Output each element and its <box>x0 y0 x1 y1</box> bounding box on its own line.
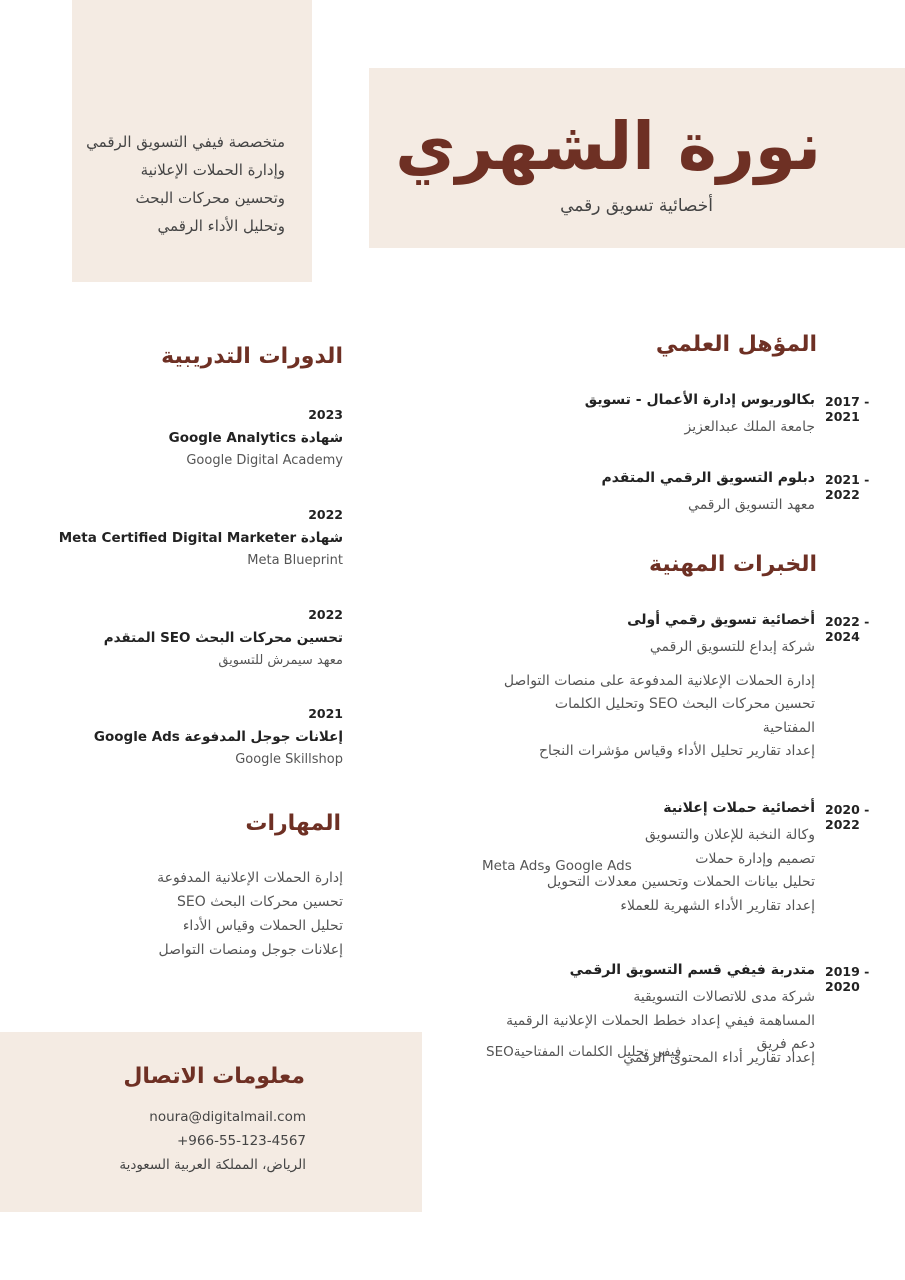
skill-item: إعلانات جوجل ومنصات التواصل <box>158 942 343 958</box>
experience-overlay-text: Meta Adsو Google Ads <box>482 858 632 874</box>
course-item <box>43 703 343 771</box>
experience-duty: إعداد تقارير تحليل الأداء وقياس مؤشرات النجاح <box>538 743 815 759</box>
education-degree: بكالوريوس إدارة الأعمال - تسويق <box>584 392 815 408</box>
experience-dates: 2020 - 2022 <box>825 802 870 832</box>
experience-overlay-text: SEOفيفي تحليل الكلمات المفتاحية <box>486 1044 682 1060</box>
education-dates: 2017 - 2021 <box>825 394 870 424</box>
experience-duty: المساهمة فيفي إعداد خطط الحملات الإعلانية الرقمية <box>506 1012 815 1029</box>
course-year: 2023 <box>308 407 343 422</box>
experience-role: أخصائية حملات إعلانية <box>663 800 815 816</box>
experience-role: أخصائية تسويق رقمي أولى <box>627 612 815 628</box>
skills-list <box>43 866 343 962</box>
experience-company: شركة مدى للاتصالات التسويقية <box>633 989 815 1005</box>
experience-item <box>365 612 870 764</box>
skill-item: تحسين محركات البحث SEO <box>177 894 343 910</box>
contact-details <box>119 1105 306 1177</box>
course-org: Google Digital Academy <box>186 453 343 468</box>
experience-duty: تحسين محركات البحث SEO وتحليل الكلمات <box>554 696 815 712</box>
summary-line: متخصصة فيفي التسويق الرقمي <box>86 133 285 151</box>
education-dates: 2021 - 2022 <box>825 472 870 502</box>
experience-duty: إعداد تقارير أداء المحتوى الرقمي <box>623 1049 815 1066</box>
education-school: معهد التسويق الرقمي <box>688 497 815 513</box>
experience-duty: إدارة الحملات الإعلانية المدفوعة على منصات التواصل <box>503 672 815 689</box>
experience-dates: 2022 - 2024 <box>825 614 870 644</box>
course-name: إعلانات جوجل المدفوعة Google Ads <box>93 729 343 745</box>
experience-duty: تصميم وإدارة حملات <box>695 850 815 867</box>
course-year: 2021 <box>308 706 343 721</box>
skill-item: تحليل الحملات وقياس الأداء <box>182 918 343 934</box>
education-item <box>365 470 870 518</box>
contact-heading: معلومات الاتصال <box>123 1064 305 1089</box>
experience-duty: دعم فريق <box>756 1036 815 1052</box>
course-org: Meta Blueprint <box>247 553 343 568</box>
course-name: شهادة Meta Certified Digital Marketer <box>58 530 343 546</box>
contact-phone: +966-55-123-4567 <box>177 1133 306 1149</box>
course-year: 2022 <box>308 607 343 622</box>
summary <box>65 128 285 240</box>
experience-company: شركة إبداع للتسويق الرقمي <box>649 639 815 655</box>
experience-duty: تحليل بيانات الحملات وتحسين معدلات التحويل <box>546 874 815 890</box>
course-org: Google Skillshop <box>235 752 343 767</box>
experience-duty: إعداد تقارير الأداء الشهرية للعملاء <box>620 897 815 914</box>
course-year: 2022 <box>308 507 343 522</box>
contact-email: noura@digitalmail.com <box>149 1109 306 1125</box>
education-item <box>365 392 870 440</box>
course-item <box>43 404 343 472</box>
education-heading: المؤهل العلمي <box>655 332 817 357</box>
experience-role: متدربة فيفي قسم التسويق الرقمي <box>569 962 815 978</box>
skills-heading: المهارات <box>245 811 341 836</box>
education-degree: دبلوم التسويق الرقمي المتقدم <box>601 470 815 486</box>
course-item <box>43 604 343 672</box>
summary-line: وإدارة الحملات الإعلانية <box>140 161 285 179</box>
courses-heading: الدورات التدريبية <box>161 344 343 369</box>
course-item <box>43 504 343 572</box>
summary-line: وتحسين محركات البحث <box>135 189 285 207</box>
summary-line: وتحليل الأداء الرقمي <box>157 217 285 235</box>
experience-heading: الخبرات المهنية <box>648 552 817 577</box>
job-title: أخصائية تسويق رقمي <box>560 196 713 216</box>
contact-location: الرياض، المملكة العربية السعودية <box>119 1157 306 1173</box>
skill-item: إدارة الحملات الإعلانية المدفوعة <box>157 870 343 886</box>
education-school: جامعة الملك عبدالعزيز <box>684 419 815 435</box>
experience-company: وكالة النخبة للإعلان والتسويق <box>644 827 815 843</box>
experience-duty: المفتاحية <box>762 719 815 736</box>
course-name: تحسين محركات البحث SEO المتقدم <box>103 630 343 646</box>
experience-dates: 2019 - 2020 <box>825 964 870 994</box>
candidate-name: نورة الشهري <box>395 108 821 185</box>
course-org: معهد سيمرش للتسويق <box>218 653 343 668</box>
course-name: شهادة Google Analytics <box>168 430 343 446</box>
